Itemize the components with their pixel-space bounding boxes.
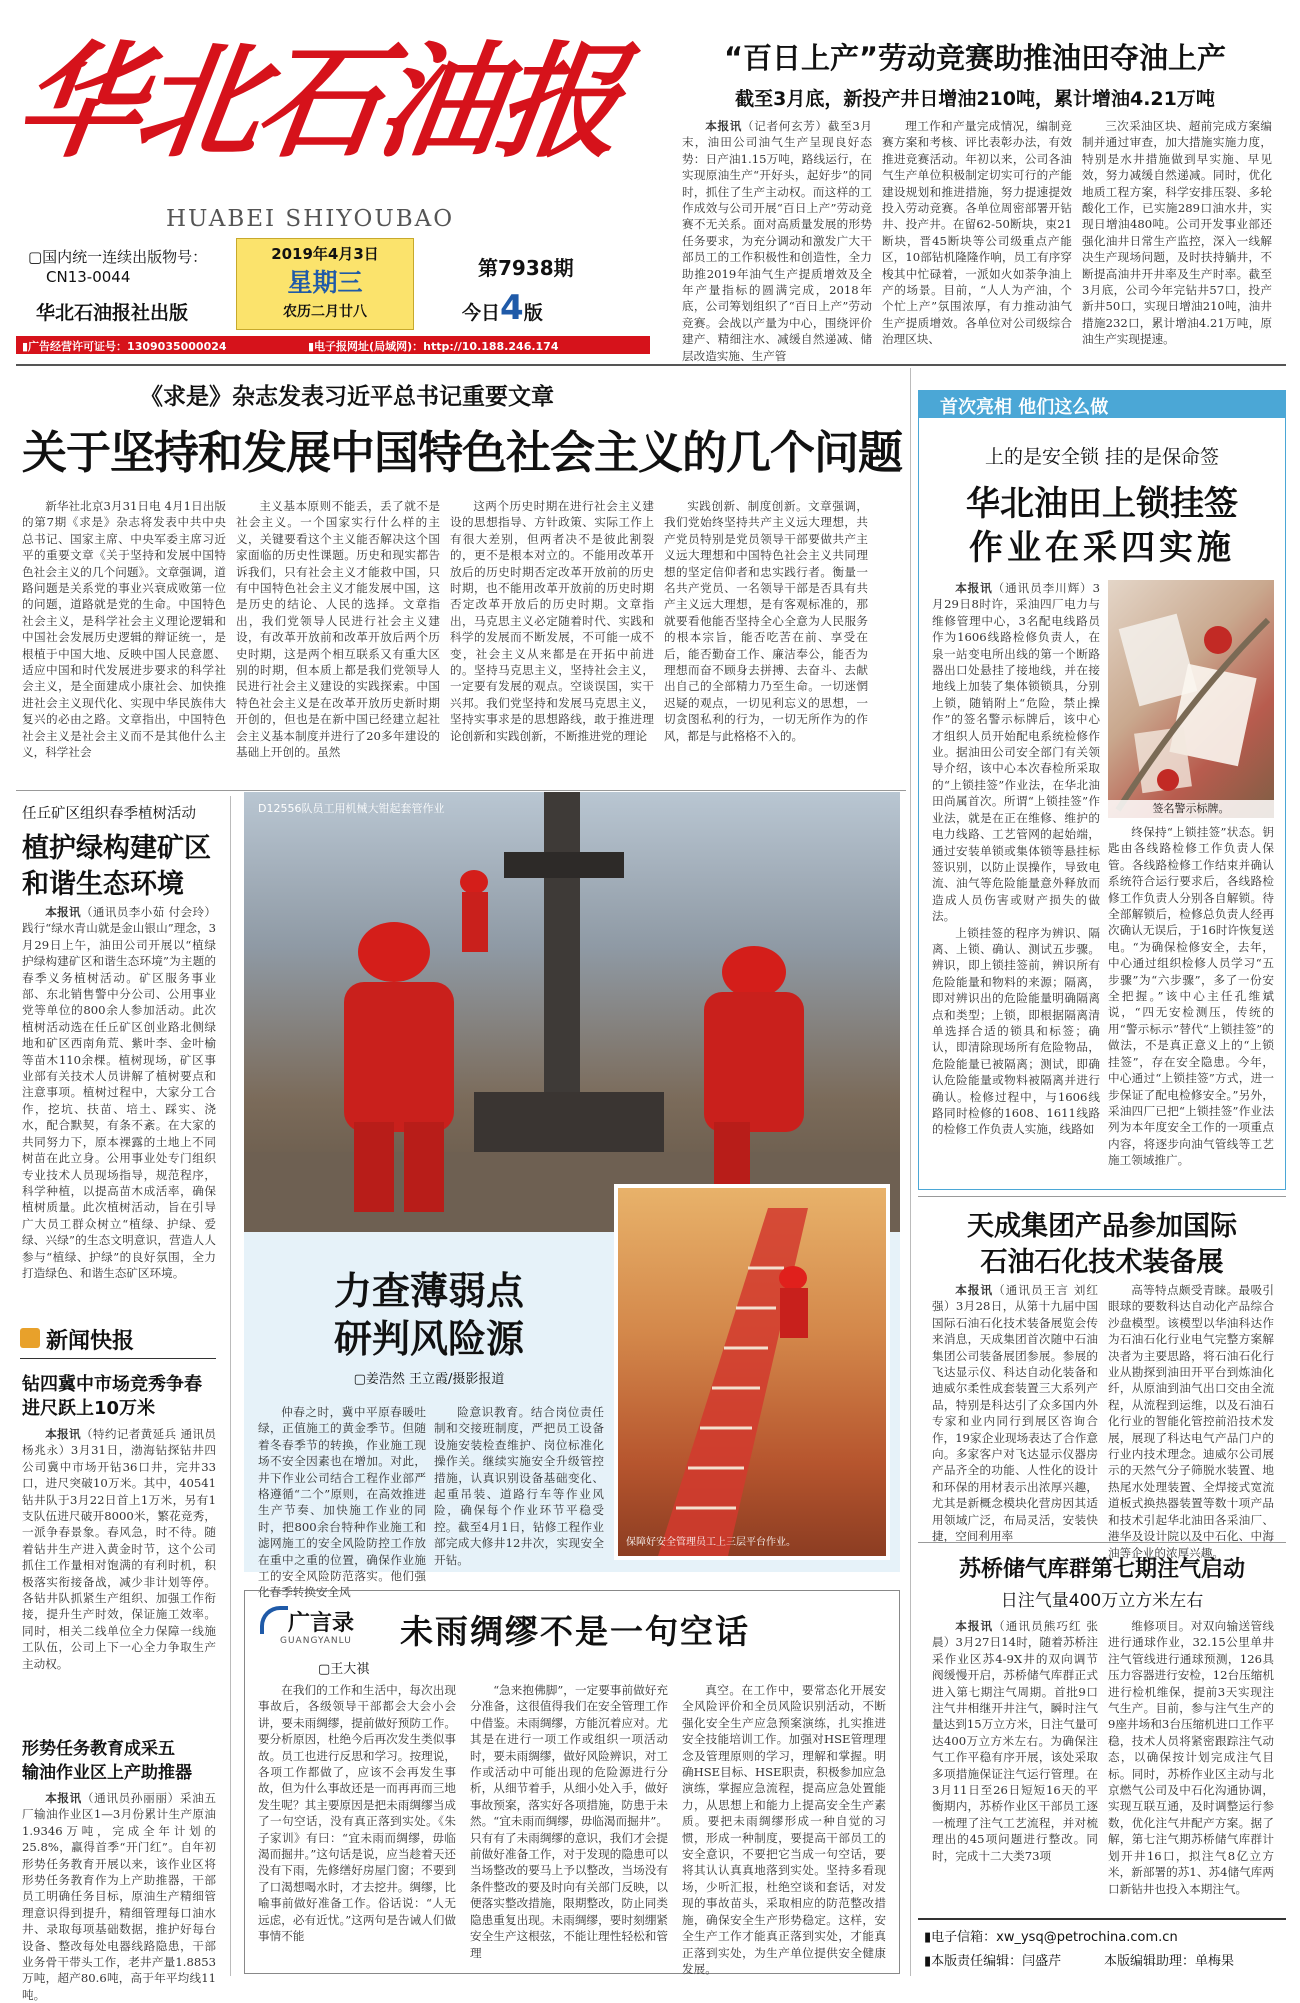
page-count [462,288,543,328]
suqiao-col2 [1108,1618,1274,1908]
guangyanlu-headline: 未雨绸缪不是一句空话 [400,1612,750,1651]
website-link[interactable]: ▮电子报网址(局域网)：http://10.188.246.174 [308,340,559,353]
pages-num: 4 [500,288,524,328]
ad-license: ▮广告经营许可证号：1309035000024 [22,340,227,353]
lockout-photo [1108,580,1274,818]
news-flash-icon [20,1328,40,1348]
feature-banner-text: 首次亮相 他们这么做 [940,397,1109,418]
flash1-headline1: 钻四冀中市场竞秀争春 [22,1374,202,1395]
qiushi-col3 [450,498,654,780]
suqiao-headline: 苏桥储气库群第七期注气启动 [958,1557,1245,1582]
feature-photo-second [614,1184,890,1560]
suoguaqian-lead: 本报讯 [955,581,993,595]
top-story-text1: 截至3月末，油田公司油气生产呈现良好态势：日产油1.15万吨，路线运行，在实现原油生产“开好头，起好步”的同时，抓住了生产主动权。而这样的工作成效与公司开展“百日上产”劳动竞赛不无关系。面对高质量发展的形势任务要求，为充分调动和激发广大干部员工的工作积极性和创造性，全力助推2019年油气生产提质增效及全年产量指标的圆满完成，2018年底，公司筹划组织了“百日上产”劳动竞赛。会战以产量为中心，围绕评价建产、精细注水、减缓自然递减、储层改造实施、生产管 [682,119,872,363]
footer-assistant: 本版编辑助理：单梅果 [1104,1954,1235,1969]
top-story [650,0,1300,362]
newspaper-logo: 华北石油报 [7,30,629,175]
guangyanlu-col3 [682,1682,886,1976]
feature-photo-main [244,792,900,1232]
tiancheng-col1 [932,1282,1098,1544]
qiushi-text1: 新华社北京3月31日电 4月1日出版的第7期《求是》杂志将发表中共中央总书记、国家主席、中央军委主席习近平的重要文章《关于坚持和发展中国特色社会主义的几个问题》。文章强调，道路问题是关系党的事业兴衰成败第一位的问题，道路就是党的生命。中国特色社会主义，是科学社会主义理论逻辑和中国社会发展历史逻辑的辩证统一，是根植于中国大地、反映中国人民意愿、适应中国和时代发展进步要求的科学社会主义，是全面建成小康社会、加快推进社会主义现代化、实现中华民族伟大复兴的必由之路。文章指出，中国特色社会主义是社会主义而不是其他什么主义，科学社会 [22,499,226,760]
news-flash [0,1322,226,2002]
tiancheng-lead: 本报讯 [955,1283,994,1297]
top-story-lead: 本报讯 [705,119,742,133]
qiushi-text3: 这两个历史时期在进行社会主义建设的思想指导、方针政策、实际工作上有很大差别，但两者决不是彼此割裂的，更不是根本对立的。不能用改革开放后的历史时期否定改革开放前的历史时期，也不能用改革开放前的历史时期否定改革开放后的历史时期。文章指出，马克思主义必定随着时代、实践和科学的发展而不断发展，不可能一成不变，社会主义从来都是在开拓中前进的。坚持马克思主义，坚持社会主义，一定要有发展的观点。空谈误国，实干兴邦。我们党坚持和发展马克思主义，坚持实事求是的思想路线，敢于推进理论创新和实践创新，不断推进党的理论 [450,499,654,743]
tiancheng-col2 [1108,1282,1274,1560]
date-box [236,238,414,330]
flash2-headline1: 形势任务教育成采五 [22,1739,175,1759]
issn-label: ▢国内统一连续出版物号： [28,248,208,266]
publisher: 华北石油报社出版 [36,302,189,324]
feature-text1: 仲春之时，冀中平原春暖吐绿，正值施工的黄金季节。但随着冬春季节的转换，作业施工现场不安全因素也在增加。对此，井下作业公司结合工程作业部严格遵循“二个”原则，在高效推进生产节奏、加快施工作业的同时，把800余台特种作业施工和滤网施工的安全风险防控工作放在重中之重的位置，确保作业施工的安全风险防范落实。他们强化春季转换安全风 [258,1405,426,1600]
footer-editor: ▮本版责任编辑：闫盛芹 [924,1954,1062,1969]
feature-text2: 险意识教育。结合岗位责任制和交接班制度，严把员工设备设施安装检查维护、岗位标准化操作关。继续实施安全升级管控措施，认真识别设备基础变化、起重吊装、道路行车等作业风险，确保每个作业环节平稳受控。截至4月1日，钻修工程作业部完成大修井12井次，实现安全开钻。 [434,1405,604,1567]
suqiao-lead: 本报讯 [955,1619,994,1633]
pages-suffix: 版 [523,302,543,324]
flash1-headline2: 进尺跃上10万米 [22,1398,156,1419]
date: 2019年4月3日 [271,245,379,263]
divider-right [910,368,911,1976]
pages-prefix: 今日 [462,302,501,324]
masthead [0,0,650,362]
tiancheng-text1: 3月28日，从第十九届中国国际石油石化技术装备展览会传来消息，天成集团首次随中石油集团公司装备展团参展。参展的飞达显示仪、科达自动化装备和迪威尔柔性成套装置三大系列产品，特别是科达引了众多国内外专家和业内同行到展区咨询合作，19家企业现场表达了合作意向。多家客户对飞达显示仪器房产品齐全的功能、人性化的设计和环保的用材表示出浓厚兴趣，尤其是新概念模块化营房因其适用领域广泛，布局灵活，安装快捷，空间利用率 [932,1299,1098,1544]
rule-mid-left [16,790,906,791]
news-flash-label: 新闻快报 [46,1329,135,1354]
guangyanlu-pinyin: GUANGYANLU [280,1636,352,1646]
zhiming-kicker: 任丘矿区组织春季植树活动 [22,806,196,822]
suoguaqian-headline2: 作业在采四实施 [969,528,1235,568]
qiushi-headline: 关于坚持和发展中国特色社会主义的几个问题 [22,426,903,479]
qiushi-article [0,368,903,788]
zhiming-body [22,904,216,1314]
qiushi-col4 [664,498,868,780]
guangyanlu-text3: 真空。在工作中，要常态化开展安全风险评价和全员风险识别活动，不断强化安全生产应急预案演练，扎实推进安全技能培训工作。加强对HSE管理理念及管理原则的学习，理解和掌握。明确HSE目标、HSE职责，积极参加应急演练，掌握应急流程，提高应急处置能力，从思想上和能力上提高安全生产素质。要把未雨绸缪形成一种自觉的习惯，形成一种制度，要提高干部员工的安全意识，不要把它当成一句空话，要将其认认真真地落到实处。坚持多看现场，少听汇报，杜绝空谈和套话，对发现的事故苗头，采取相应的防范整改措施，确保安全生产形势稳定。这样，安全生产工作才能真正落到实处，才能真正落到实处，为生产单位提供安全健康发展。 [682,1683,886,1976]
lockout-photo-art [1108,580,1274,818]
guangyanlu-col2 [470,1682,668,1964]
qiushi-kicker: 《求是》杂志发表习近平总书记重要文章 [140,384,554,410]
guangyanlu-text2: “急来抱佛脚”，一定要事前做好充分准备，这很值得我们在安全管理工作中借鉴。未雨绸缪，方能沉着应对。尤其是在进行一项工作或组织一项活动时，要未雨绸缪，做好风险辨识，对工作或活动中可能出现的危险源进行分析，从细节着手，从细小处入手，做好事故预案，落实好各项措施，防患于未然。“宜未雨而绸缪，毋临渴而掘井”。只有有了未雨绸缪的意识，我们才会提前做好准备工作，对于发现的隐患可以当场整改的要马上予以整改，当场没有条件整改的要及时向有关部门反映，以便落实整改措施，限期整改，防止同类隐患重复出现。未雨绸缪，要时刻绷紧安全生产这根弦，不能让理性轻松和管理 [470,1683,668,1960]
tiancheng-text2: 高等特点颇受青睐。最吸引眼球的要数科达自动化产品综合沙盘模型。该模型以华油科达作为石油石化行业电气完整方案解决者为主要思路，将石油石化行业从勘探到油田开平台到炼油化纤，从原油到油气出口交由全流程，从流程到运维，以及石油石化行业的智能化管控前沿技术发展，展现了科达电气产品门户的行业内技术理念。迪威尔公司展示的天然气分子筛脱水装置、地热尾水处理装置、全焊接式宽流道板式换热器装置等数十项产品和技术引起华北油田各采油厂、港华及设计院以及中石化、中海油等企业的浓厚兴趣。 [1108,1283,1274,1560]
footer-rule [918,1918,1286,1920]
guangyanlu-byline: ▢王大祺 [318,1662,370,1677]
suqiao-subhead: 日注气量400万立方米左右 [1000,1591,1204,1611]
rule-right-2 [918,1542,1286,1543]
divider-left [230,796,231,1976]
flash1-lead: 本报讯 [45,1427,81,1441]
flash1-byline: （特约记者黄延兵 通讯员杨兆永） [22,1427,216,1458]
qiushi-text4: 实践创新、制度创新。文章强调，我们党始终坚持共产主义远大理想，共产党员特别是党员领导干部要做共产主义远大理想和中国特色社会主义共同理想的坚定信仰者和忠实践行者。衡量一名共产党员、一名领导干部是否具有共产主义远大理想，是有客观标准的，那就要看他能否坚持全心全意为人民服务的根本宗旨，能否吃苦在前、享受在后，能否勤奋工作、廉洁奉公，能否为理想而奋不顾身去拼搏、去奋斗、去献出自己的全部精力乃至生命。一切迷惘迟疑的观点，一切见利忘义的思想，一切贪图私利的行为，一切无所作为的作风，都是与此格格不入的。 [664,499,868,743]
tiancheng-article [918,1198,1286,1560]
suoguaqian-headline1: 华北油田上锁挂签 [966,484,1238,524]
guangyanlu-logo-icon [260,1606,288,1634]
qiushi-col2 [236,498,440,780]
flash2-headline2: 输油作业区上产助推器 [22,1763,192,1783]
top-story-byline: （记者何玄芳） [741,119,828,133]
feature-box [244,792,900,1600]
suoguaqian-col2 [1108,824,1274,1168]
newspaper-pinyin: HUABEI SHIYOUBAO [166,206,455,232]
flash1-body [22,1426,216,1718]
suoguaqian-text3: 终保持“上锁挂签”状态。钥匙由各线路检修工作负责人保管。各线路检修工作结束并确认系统符合运行要求后，各线路检修工作负责人分别各自解锁。待全部解锁后，检修总负责人经再次确认无误后，于16时许恢复送电。“为确保检修安全，去年，中心通过组织检修人员学习“五步骤”为“六步骤”，多了一份安全把握。”该中心主任孔维斌说，“四无安检测压，传统的用“警示标示”替代“上锁挂签”的做法，不是真正意义上的“上锁挂签”，存在安全隐患。今年，中心通过“上锁挂签”方式，进一步保证了配电检修安全。”另外，采油四厂已把“上锁挂签”作业法列为本年度安全工作的一项重点内容，将逐步向油气管线等工艺施工领域推广。 [1108,825,1274,1168]
lockout-photo-caption: 签名警示标牌。 [1108,800,1274,818]
zhiming-byline: （通讯员李小茹 付会玲） [81,905,216,919]
flash2-byline: （通讯员孙丽丽） [81,1791,180,1805]
suoguaqian-kicker: 上的是安全锁 挂的是保命签 [984,446,1220,468]
top-story-text3: 三次采油区块、超前完成方案编制并通过审查，加大措施实施力度，特别是水井措施做到早实施、早见效，努力减缓自然递减。同时，优化地质工程方案，科学安排压裂、多轮酸化工作，已实施289口油水井，实现日增油480吨。公司开发事业部还强化油井日常生产监控，深入一线解决生产现场问题，及时扶持躺井，不断提高油井开井率及生产时率。截至3月底，公司今年完钻井57口，投产新井50口，实现日增油210吨，油井措施232口，累计增油4.21万吨，原油生产实现提速。 [1082,119,1272,347]
suqiao-article [918,1546,1286,1916]
footer-email[interactable]: ▮电子信箱：xw_ysq@petrochina.com.cn [924,1930,1178,1945]
issn-code: CN13-0044 [46,268,131,286]
guangyanlu-article [244,1590,900,1974]
feature-col1 [258,1404,426,1600]
suoguaqian-text2: 上锁挂签的程序为辨识、隔离、上锁、确认、测试五步骤。辨识，即上锁挂签前，辨识所有危险能量和物料的来源；隔离，即对辨识出的危险能量明确隔离点和类型；上锁，即根据隔离清单选择合适的锁具和标签；确认，即清除现场所有危险物品，危险能量已被隔离；测试，即确认危险能量或物料被隔离并进行确认。检修过程中，与1606线路同时检修的1608、1611线路的检修工作负责人实施，线路如 [932,925,1100,1137]
suoguaqian-text1: 3月29日8时许，采油四厂电力与维修管理中心，3名配电线路员作为1606线路检修负责人，在泉一站变电所出线的第一个断路器出口处悬挂了接地线，并在接地线上加装了集体锁锁具，分别上锁，随销附上“危险，禁止操作”的签名警示标牌后，该中心才组织人员开始配电系统检修作业。据油田公司安全部门有关领导介绍，该中心本次春检所采取的“上锁挂签”作业法，在华北油田尚属首次。所谓“上锁挂签”作业法，就是在正在维修、维护的电力线路、工艺管网的起始端，通过安装单锁或集体锁等悬挂标签识别，以防止误操作，导致电流、油气等危险能量意外释放而造成人员伤害或财产损失的做法。 [932,581,1100,924]
suqiao-text1: 3月27日14时，随着苏桥注采作业区苏4-9X井的双向调节阀缓慢开启，苏桥储气库群正式进入第七期注气周期。首批9口注气井相继开井注气，瞬时注气量达到15万立方米，日注气量可达400万立方米左右。为确保注气工作平稳有序开展，该处采取多项措施保证注气运行管理。在3月11日至26日短短16天的平衡期内，苏桥作业区干部员工逐一梳理了注气工艺流程，并对梳理出的45项问题进行整改。同时，完成十二大类73项 [932,1635,1098,1863]
flash2-text: 采油五厂输油作业区1—3月份累计生产原油1.9346万吨，完成全年计划的25.8%，赢得首季“开门红”。自年初形势任务教育开展以来，该作业区将形势任务教育作为上产助推器，干部员工明确任务目标，原油生产精细管理意识得到提升，精细管理每口油水井、录取每项基础数据，推护好每台设备、整改每处电器线路隐患，干部业务骨干带头工作，老井产量1.8853万吨，超产80.6吨，高于年平均线11吨。 [22,1791,216,2002]
rule-top [16,364,1286,366]
masthead-bar [16,336,650,354]
feature-photo-art [244,792,900,1232]
suqiao-text2: 维修项目。对双向输送管线进行通球作业，32.15公里单井注气管线进行通球预测，126具压力容器进行安检，12台压缩机进行检机维保，提前3天实现注气生产。目前，参与注气生产的9座井场和3台压缩机进口工作平稳，技术人员将紧密跟踪注气动态，以确保按计划完成注气目标。同时，苏桥作业区主动与北京燃气公司及中石化沟通协调，实现互联互通，及时调整运行参数，优化注气井配产方案。据了解，第七注气期苏桥储气库群计划开井16口，拟注气8亿立方米，新部署的苏1、苏4储气库两口新钻井也投入本期注气。 [1108,1619,1274,1896]
footer [918,1918,1286,1980]
feature-headline2: 研判风险源 [333,1317,524,1361]
issue-number: 第7938期 [478,256,574,280]
guangyanlu-text1: 在我们的工作和生活中，每次出现事故后，各级领导干部都会大会小会讲，要未雨绸缪，提前做好预防工作。要分析原因，杜绝今后再次发生类似事故。员工也进行反思和学习。按理说，各项工作都做了，应该不会再发生事故，但为什么事故还是一而再再而三地发生呢？其主要原因是把未雨绸缪当成了一句空话，没有真正落到实处。《朱子家训》有曰：“宜未雨而绸缪，毋临渴而掘井。”这句话是说，应当趁着天还没有下雨，先修缮好房屋门窗；不要到了口渴想喝水时，才去挖井。绸缪，比喻事前做好准备工作。俗话说：“人无远虑，必有近忧。”这两句是告诫人们做事情不能 [258,1683,456,1944]
guangyanlu-col1 [258,1682,456,1964]
suoguaqian-col1 [932,580,1100,1140]
zhiming-text: 践行“绿水青山就是金山银山”理念，3月29日上午，油田公司开展以“植绿护绿构建矿区和谐生态环境”为主题的春季义务植树活动。矿区服务事业部、东北销售警中分公司、公用事业党等单位的800余人参加活动。此次植树活动选在任丘矿区创业路北侧绿地和矿区西南角荒、紫叶李、金叶榆等苗木110余棵。植树现场，矿区事业部有关技术人员讲解了植树要点和注意事项。植树过程中，大家分工合作，挖坑、扶苗、培土、踩实、浇水，配合默契，有条不紊。在大家的共同努力下，原本裸露的土地上不同树苗在此立身。公用事业处专门组织专业技术人员现场指导，规范程序，科学种植，以提高苗木成活率，确保植树质量。此次植树活动，旨在引导广大员工群众树立“植绿、护绿、爱绿、兴绿”的生态文明意识，营造人人参与“植绿、护绿”的良好氛围，全力打造绿色、和谐生态矿区环境。 [22,921,216,1280]
top-story-col3 [1082,118,1272,346]
guangyanlu-label: 广言录 [288,1611,355,1636]
tiancheng-headline1: 天成集团产品参加国际 [967,1211,1237,1242]
suoguaqian-byline: （通讯员李川辉） [992,581,1093,595]
feature-photo-credit: D12556队员工用机械大钳起套管作业 [258,802,445,815]
tiancheng-headline2: 石油石化技术装备展 [980,1247,1224,1278]
suqiao-col1 [932,1618,1098,1908]
top-story-col2 [882,118,1072,346]
rule-right-1 [918,1196,1286,1197]
flash1-text: 3月31日，渤海钻探钻井四公司冀中市场开钻36口井，完井33口，进尺突破10万米。其中，40541钻井队于3月22日首上1万米，另有1支队伍进尺破开8000米，繁花竞秀，一派争春景象。春风急，时不待。随着钻井生产进入黄金时节，这个公司抓住工作量相对饱满的有利时机，积极落实衔接备战，减少非计划等停。各钻井队抓紧生产组织、加强工作衔接，提升生产时效，保证施工效率。同时，相关二线单位全力保障一线施工队伍，公司上下一心全力争取生产主动权。 [22,1443,216,1671]
news-flash-header [20,1322,216,1356]
tiancheng-byline: （通讯员王言 刘红强） [932,1283,1098,1314]
top-story-headline: “百日上产”劳动竞赛助推油田夺油上产 [723,41,1227,75]
stairs-photo-art [618,1188,886,1556]
zhiming-headline1: 植护绿构建矿区 [22,833,211,864]
feature-col2 [434,1404,604,1567]
top-story-col1 [682,118,872,363]
zhiming-lead: 本报讯 [45,905,81,919]
weekday: 星期三 [287,268,363,297]
suqiao-byline: （通讯员熊巧红 张晨） [932,1619,1098,1650]
zhiming-headline2: 和谐生态环境 [22,869,184,900]
top-story-text2: 理工作和产量完成情况，编制竞赛方案和考核、评比表彰办法，有效推进竞赛活动。年初以来，公司各油气生产单位积极制定切实可行的产能建设规划和推进措施，努力提速提效投入劳动竞赛。各单位周密部署开钻井、投产井。在留62-50断块，束21断块，晋45断块等公司级重点产能区，10部钻机隆隆作响，员工有序穿梭其中忙碌着，一派如火如荼争油上产的场景。目前，“人人为产油，个个忙上产”氛围浓厚，有力推动油气生产提质增效。各单位对公司级综合治理区块、 [882,119,1072,347]
suoguaqian-article [918,390,1286,1190]
feature-byline: ▢姜浩然 王立霞/摄影报道 [353,1372,505,1387]
flash2-lead: 本报讯 [45,1791,82,1805]
guangyanlu-logo [260,1604,370,1654]
qiushi-text2: 主义基本原则不能丢，丢了就不是社会主义。一个国家实行什么样的主义，关键要看这个主义能否解决这个国家面临的历史性课题。历史和现实都告诉我们，只有社会主义才能救中国，只有中国特色社会主义才能发展中国，这是历史的结论、人民的选择。文章指出，我们党领导人民进行社会主义建设，有改革开放前和改革开放后两个历史时期，这是两个相互联系又有重大区别的时期，但本质上都是我们党领导人民进行社会主义建设的实践探索。中国特色社会主义是在改革开放历史新时期开创的，但也是在新中国已经建立起社会主义基本制度并进行了20多年建设的基础上开创的。虽然 [236,499,440,760]
lunar-date: 农历二月廿八 [283,304,367,320]
qiushi-col1 [22,498,226,780]
feature-headline1: 力查薄弱点 [333,1269,524,1313]
stairs-photo-caption: 保障好安全管理员工上三层平台作业。 [626,1537,796,1548]
flash2-body [22,1790,216,2002]
news-flash-rule [20,1358,216,1359]
zhiming-article [0,796,226,1316]
top-story-subhead: 截至3月底，新投产井日增油210吨，累计增油4.21万吨 [735,88,1215,110]
